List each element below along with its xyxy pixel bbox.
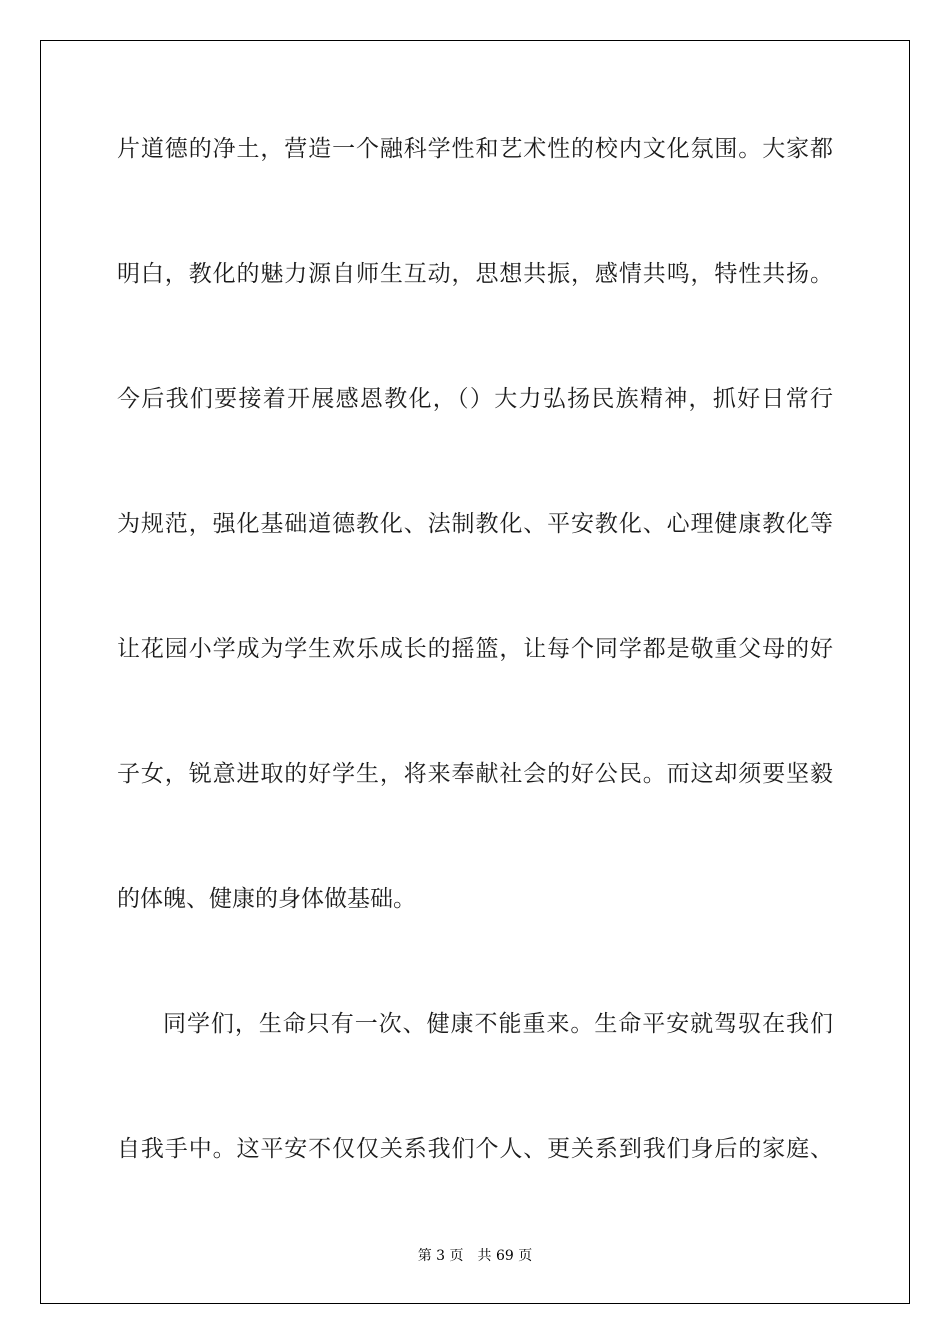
text-line-8: 同学们，生命只有一次、健康不能重来。生命平安就驾驭在我们 (163, 1011, 833, 1037)
text-line-9: 自我手中。这平安不仅仅关系我们个人、更关系到我们身后的家庭、 (117, 1136, 833, 1162)
text-line-1: 片道德的净土，营造一个融科学性和艺术性的校内文化氛围。大家都 (117, 136, 833, 162)
text-line-7: 的体魄、健康的身体做基础。 (117, 886, 416, 912)
page-number: 第 3 页 (417, 1248, 464, 1264)
text-line-3: 今后我们要接着开展感恩教化，（）大力弘扬民族精神，抓好日常行 (117, 386, 833, 412)
text-line-4: 为规范，强化基础道德教化、法制教化、平安教化、心理健康教化等 (117, 511, 833, 537)
page-total: 共 69 页 (477, 1248, 533, 1264)
text-line-6: 子女，锐意进取的好学生，将来奉献社会的好公民。而这却须要坚毅 (117, 761, 833, 787)
page-border (40, 40, 910, 1304)
page-footer (0, 1246, 950, 1266)
text-line-2: 明白，教化的魅力源自师生互动，思想共振，感情共鸣，特性共扬。 (117, 261, 833, 287)
text-line-5: 让花园小学成为学生欢乐成长的摇篮，让每个同学都是敬重父母的好 (117, 636, 833, 662)
